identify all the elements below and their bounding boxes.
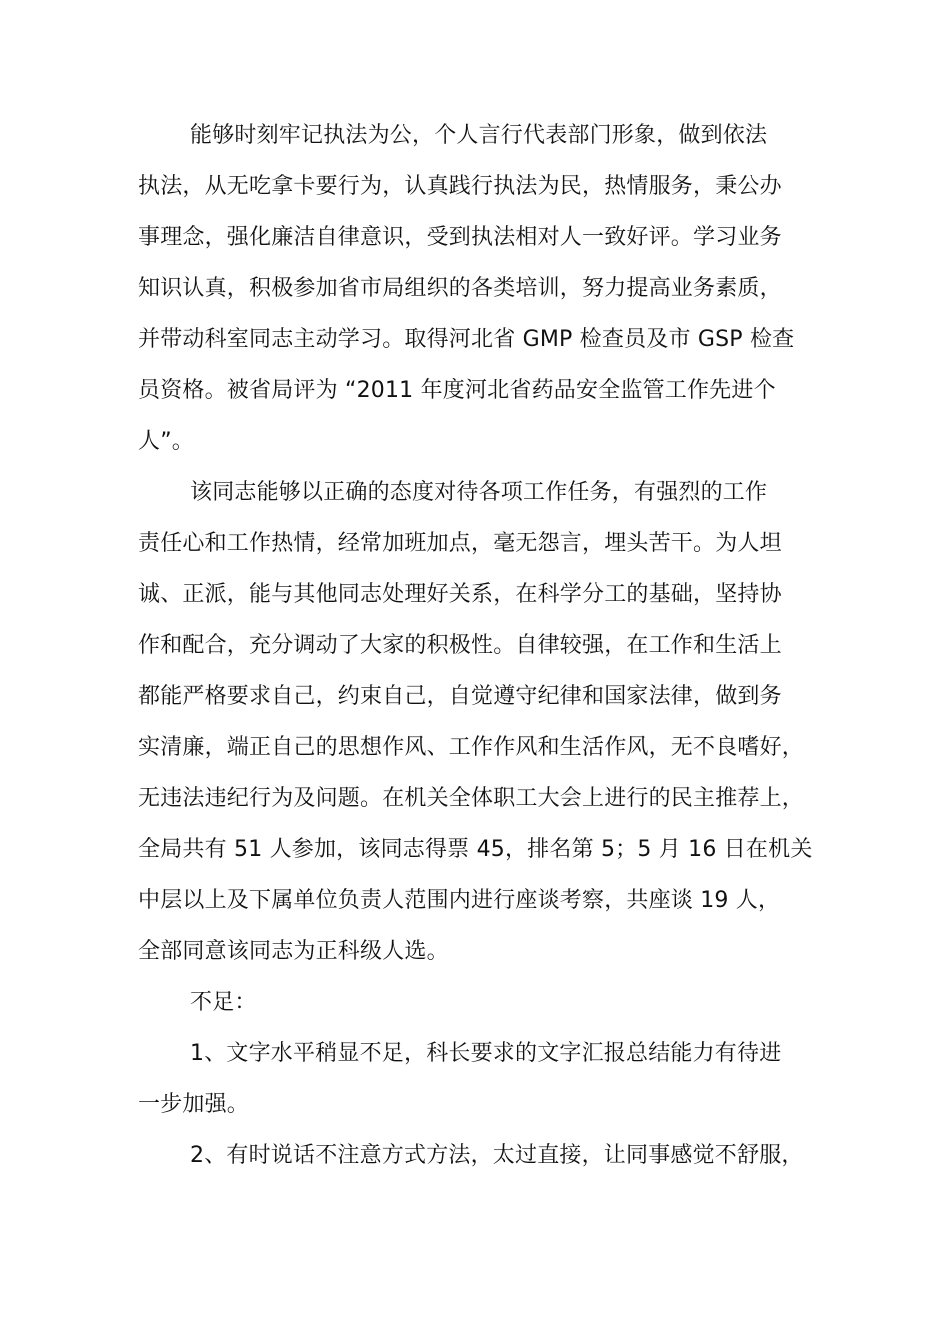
paragraph-2-line-7: 无违法违纪行为及问题。在机关全体职工大会上进行的民主推荐上， <box>138 786 805 811</box>
paragraph-1-line-1: 能够时刻牢记执法为公，个人言行代表部门形象，做到依法 <box>190 123 768 148</box>
shortcomings-heading: 不足： <box>190 990 257 1015</box>
paragraph-2-line-5: 都能严格要求自己，约束自己，自觉遵守纪律和国家法律，做到务 <box>138 684 782 709</box>
item-2-line-1: 2、有时说话不注意方式方法，太过直接，让同事感觉不舒服， <box>190 1143 804 1168</box>
paragraph-1-line-2: 执法，从无吃拿卡要行为，认真践行执法为民，热情服务，秉公办 <box>138 174 782 199</box>
paragraph-2-line-3: 诚、正派，能与其他同志处理好关系，在科学分工的基础，坚持协 <box>138 582 782 607</box>
paragraph-2-line-8: 全局共有 51 人参加，该同志得票 45，排名第 5；5 月 16 日在机关 <box>138 837 813 862</box>
paragraph-2-line-2: 责任心和工作热情，经常加班加点，毫无怨言，埋头苦干。为人坦 <box>138 531 782 556</box>
paragraph-1-line-3: 事理念，强化廉洁自律意识，受到执法相对人一致好评。学习业务 <box>138 225 782 250</box>
item-1-line-2: 一步加强。 <box>138 1092 250 1117</box>
paragraph-2-line-6: 实清廉，端正自己的思想作风、工作作风和生活作风，无不良嗜好， <box>138 735 805 760</box>
paragraph-2-line-1: 该同志能够以正确的态度对待各项工作任务，有强烈的工作 <box>190 480 768 505</box>
paragraph-2-line-4: 作和配合，充分调动了大家的积极性。自律较强，在工作和生活上 <box>138 633 782 658</box>
paragraph-1-line-6: 员资格。被省局评为 “2011 年度河北省药品安全监管工作先进个 <box>138 378 776 403</box>
item-1-line-1: 1、文字水平稍显不足，科长要求的文字汇报总结能力有待进 <box>190 1041 782 1066</box>
paragraph-1-line-7: 人”。 <box>138 429 194 454</box>
paragraph-1-line-4: 知识认真，积极参加省市局组织的各类培训，努力提高业务素质， <box>138 276 782 301</box>
paragraph-2-line-9: 中层以上及下属单位负责人范围内进行座谈考察，共座谈 19 人， <box>138 888 781 913</box>
paragraph-2-line-10: 全部同意该同志为正科级人选。 <box>138 939 449 964</box>
paragraph-1-line-5: 并带动科室同志主动学习。取得河北省 GMP 检查员及市 GSP 检查 <box>138 327 795 352</box>
